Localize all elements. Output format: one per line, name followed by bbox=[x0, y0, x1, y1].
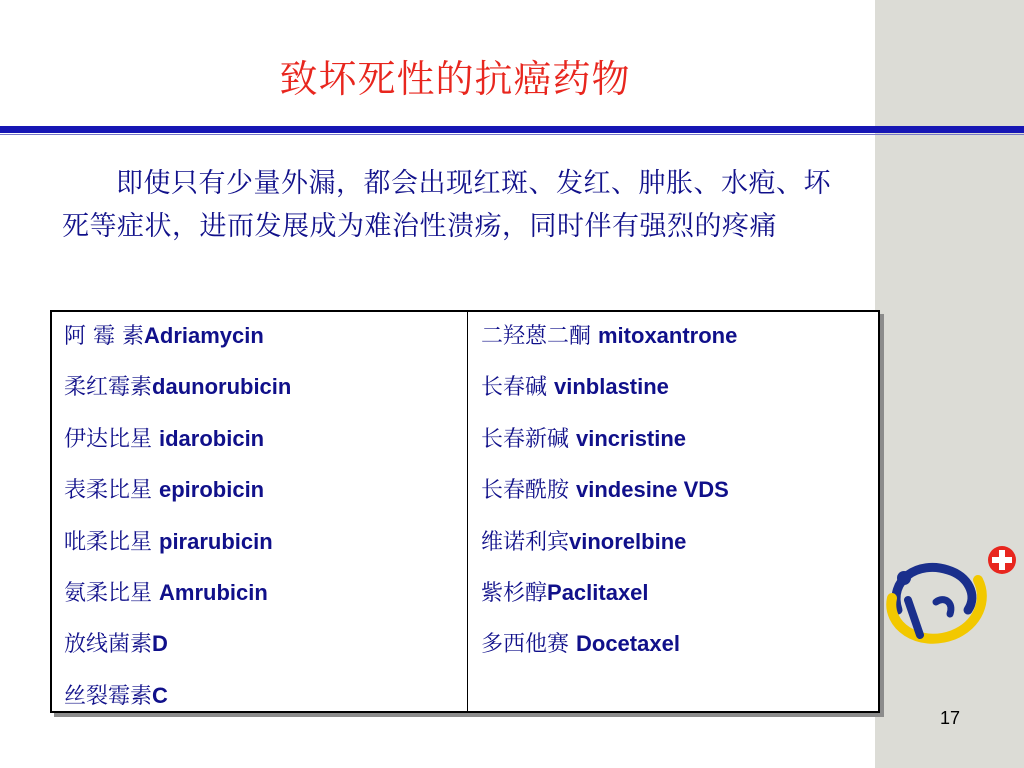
title-divider-thin bbox=[0, 134, 1024, 135]
drug-cn-name: 柔红霉素 bbox=[64, 375, 153, 401]
drug-item bbox=[64, 322, 467, 373]
drug-en-name: vincristine bbox=[576, 425, 687, 451]
drug-en-name: Amrubicin bbox=[159, 579, 268, 605]
drug-cn-name: 长春新碱 bbox=[481, 426, 576, 452]
drug-en-name: mitoxantrone bbox=[598, 323, 738, 348]
drug-cn-name: 长春酰胺 bbox=[481, 478, 576, 504]
drug-column-right bbox=[468, 312, 878, 711]
drug-en-name: daunorubicin bbox=[152, 374, 292, 400]
drug-cn-name: 维诺利宾 bbox=[481, 529, 570, 555]
drug-item bbox=[64, 476, 467, 527]
drug-item bbox=[64, 630, 467, 681]
drug-table bbox=[50, 310, 880, 713]
drug-item bbox=[481, 579, 878, 630]
drug-cn-name: 丝裂霉素 bbox=[64, 683, 153, 709]
drug-en-name: vindesine VDS bbox=[576, 477, 729, 503]
drug-cn-name: 放线菌素 bbox=[64, 632, 153, 658]
drug-item bbox=[64, 528, 467, 579]
drug-en-name: pirarubicin bbox=[159, 528, 273, 554]
title-divider bbox=[0, 126, 1024, 133]
drug-item bbox=[64, 579, 467, 630]
drug-cn-name: 伊达比星 bbox=[64, 426, 159, 452]
drug-en-name: Adriamycin bbox=[144, 323, 264, 348]
side-panel bbox=[875, 0, 1024, 768]
drug-en-name: idarobicin bbox=[159, 425, 265, 451]
drug-en-name: vinorelbine bbox=[569, 528, 687, 554]
intro-paragraph: 即使只有少量外漏，都会出现红斑、发红、肿胀、水疱、坏死等症状，进而发展成为难治性溃疡，同时伴有强烈的疼痛 bbox=[62, 168, 831, 242]
drug-cn-name: 氨柔比星 bbox=[64, 580, 159, 606]
drug-cn-name: 阿 霉 素 bbox=[64, 324, 144, 349]
drug-cn-name: 表柔比星 bbox=[64, 478, 159, 504]
drug-en-name: epirobicin bbox=[159, 477, 265, 503]
drug-en-name: Paclitaxel bbox=[547, 579, 649, 605]
drug-item bbox=[481, 630, 878, 681]
drug-item bbox=[64, 425, 467, 476]
drug-item bbox=[481, 373, 878, 424]
drug-en-name: D bbox=[152, 631, 168, 657]
drug-en-name: C bbox=[152, 682, 168, 708]
drug-item bbox=[481, 425, 878, 476]
drug-cn-name: 二羟蒽二酮 bbox=[481, 324, 598, 349]
drug-en-name: Docetaxel bbox=[576, 631, 680, 657]
drug-cn-name: 长春碱 bbox=[481, 375, 554, 401]
drug-cn-name: 紫杉醇 bbox=[481, 580, 548, 606]
drug-item bbox=[481, 476, 878, 527]
drug-en-name: vinblastine bbox=[554, 374, 669, 400]
slide-title: 致坏死性的抗癌药物 bbox=[279, 57, 631, 101]
drug-cn-name: 多西他赛 bbox=[481, 632, 576, 658]
hospital-logo-icon bbox=[878, 540, 1024, 650]
drug-column-left bbox=[52, 312, 468, 711]
drug-cn-name: 吡柔比星 bbox=[64, 529, 159, 555]
drug-item bbox=[481, 528, 878, 579]
drug-item bbox=[64, 373, 467, 424]
drug-item bbox=[64, 682, 467, 733]
page-number: 17 bbox=[939, 708, 961, 728]
drug-item bbox=[481, 322, 878, 373]
